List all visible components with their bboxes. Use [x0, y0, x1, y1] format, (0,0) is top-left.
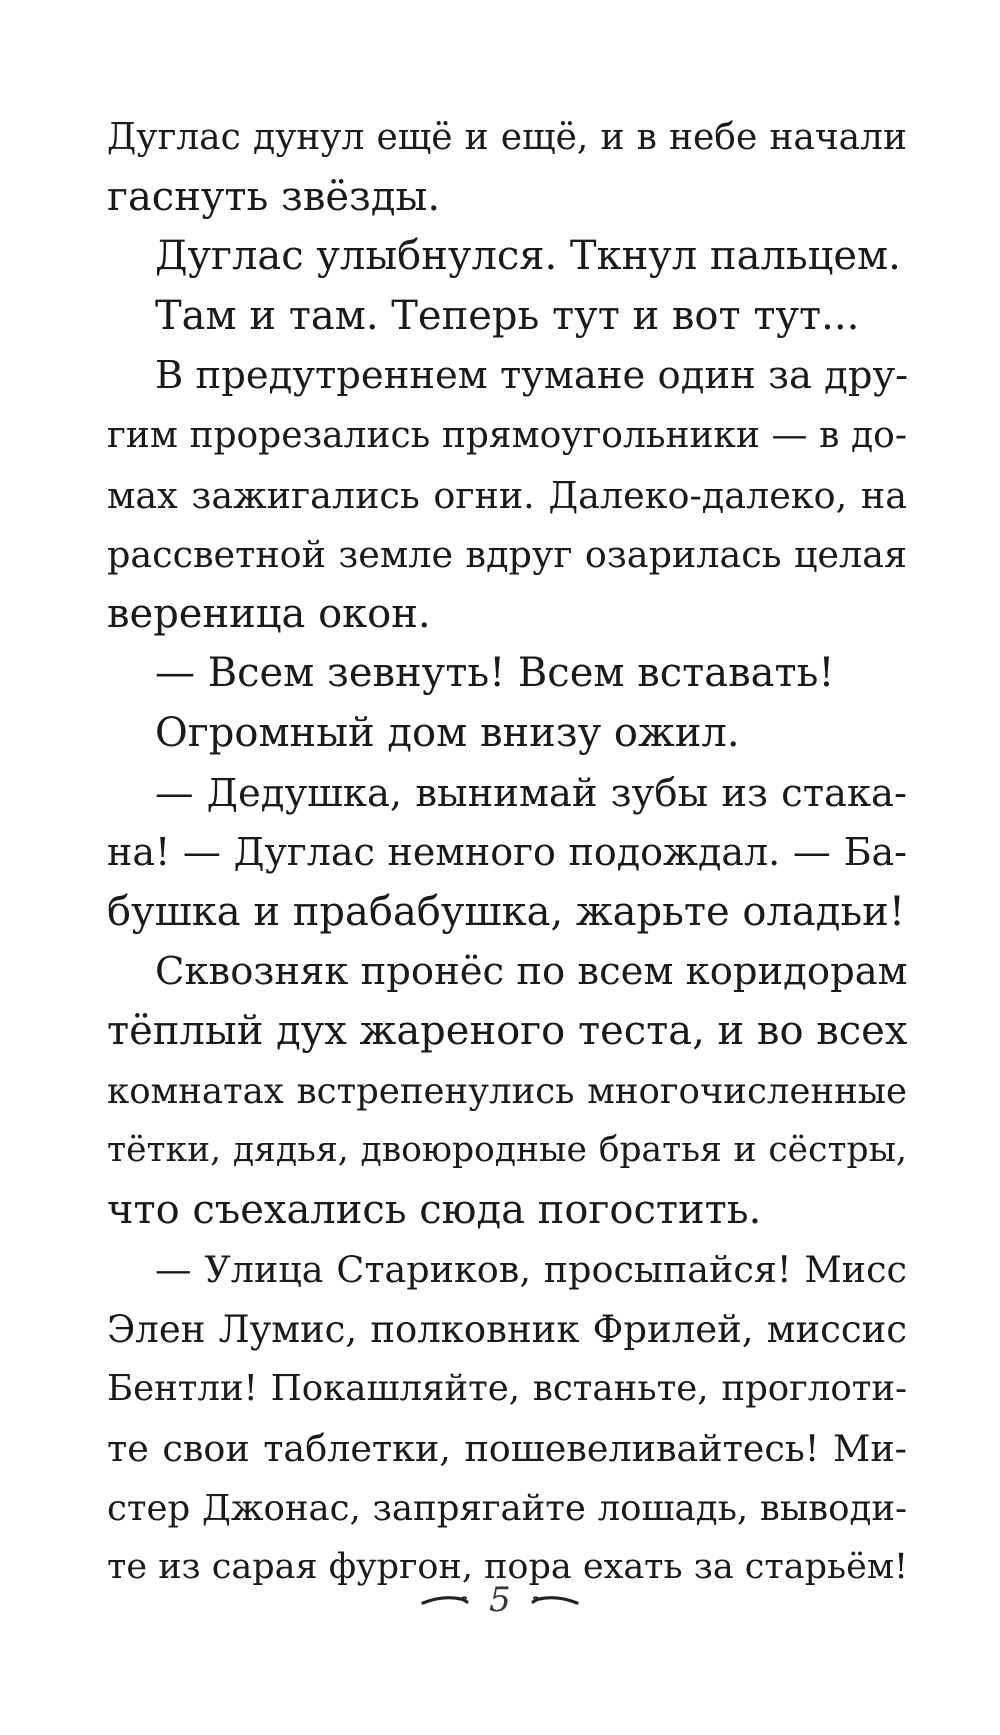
text-line: Сквозняк пронёс по всем коридорам	[155, 949, 908, 995]
text-line: вереница окон.	[107, 590, 431, 637]
text-line: — Улица Стариков, просыпайся! Мисс	[155, 1248, 907, 1292]
text-line: бушка и прабабушка, жарьте оладьи!	[107, 888, 905, 935]
body-text	[107, 108, 907, 1598]
text-line: гаснуть звёзды.	[107, 173, 441, 220]
text-line: Огромный дом внизу ожил.	[155, 709, 740, 756]
text-line: те из сарая фургон, пора ехать за старьём!	[107, 1547, 909, 1588]
left-flourish-icon	[421, 1590, 471, 1610]
text-line: Дуглас дунул ещё и ещё, и в небе начали	[107, 117, 907, 158]
right-flourish-icon	[529, 1590, 579, 1610]
text-line: тётки, дядья, двоюродные братья и сёстры,	[107, 1130, 907, 1171]
text-line: мах зажигались огни. Далеко-далеко, на	[107, 473, 907, 517]
text-line: Бентли! Покашляйте, встаньте, проглоти-	[107, 1368, 907, 1410]
text-line: комнатах встрепенулись многочисленные	[107, 1070, 907, 1112]
text-line: тёплый дух жареного теста, и во всех	[107, 1007, 908, 1054]
text-line: — Всем зевнуть! Всем вставать!	[155, 650, 835, 697]
page-folio	[0, 1575, 1000, 1625]
text-line: на! — Дуглас немного подождал. — Ба-	[107, 830, 907, 875]
text-line: В предутреннем тумане один за дру-	[155, 353, 909, 399]
text-line: Элен Лумис, полковник Фрилей, миссис	[107, 1307, 907, 1351]
text-line: Дуглас улыбнулся. Ткнул пальцем.	[155, 233, 901, 280]
text-line: рассветной земле вдруг озарилась целая	[107, 533, 907, 577]
text-line: стер Джонас, запрягайте лошадь, выводи-	[107, 1487, 907, 1529]
text-line: — Дедушка, вынимай зубы из стака-	[155, 770, 907, 816]
text-line: что съехались сюда погостить.	[107, 1186, 762, 1233]
text-line: те свои таблетки, пошевеливайтесь! Ми-	[107, 1427, 907, 1471]
text-line: Там и там. Теперь тут и вот тут...	[155, 292, 860, 339]
page-number: 5	[489, 1580, 511, 1620]
text-line: гим прорезались прямоугольники — в до-	[107, 414, 907, 456]
